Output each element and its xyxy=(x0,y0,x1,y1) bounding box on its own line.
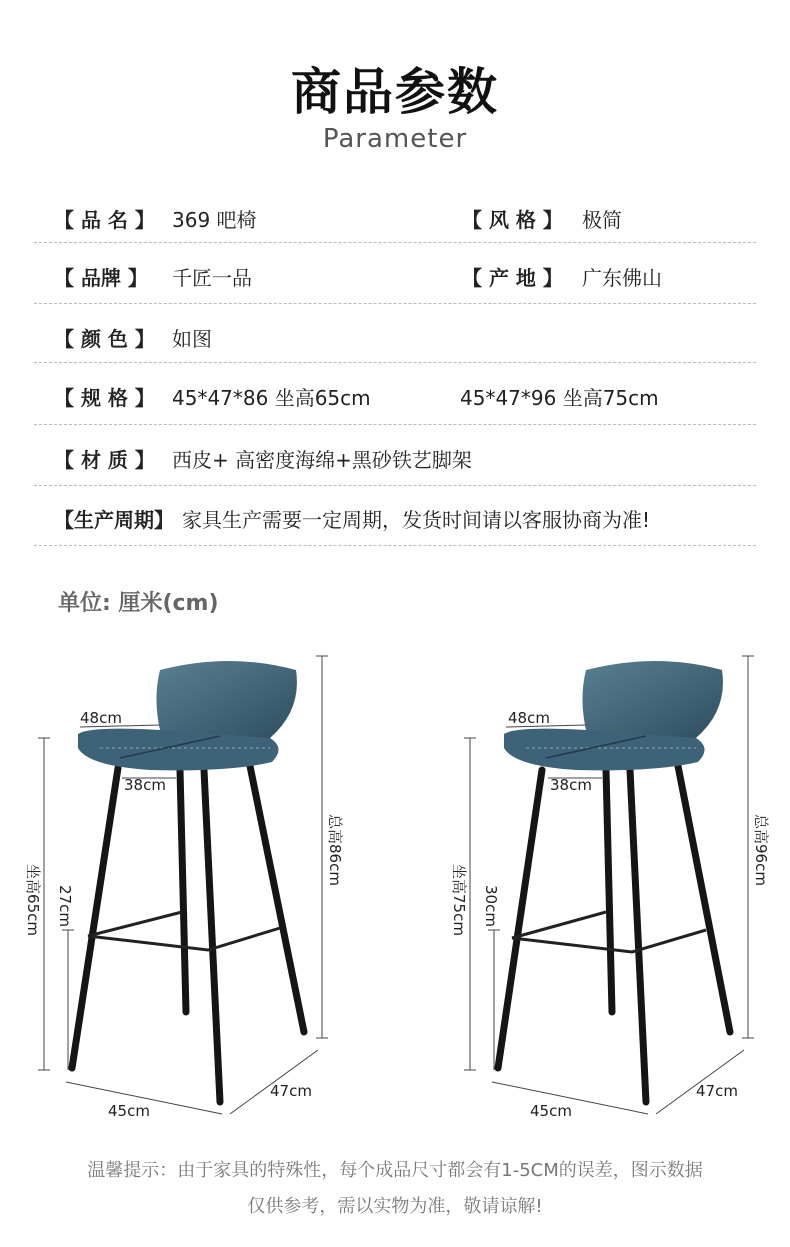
dim-top-depth: 48cm xyxy=(508,709,550,727)
page-title: 商品参数 xyxy=(291,63,499,121)
param-label: 【 颜 色 】 xyxy=(54,327,155,351)
param-value: 369 吧椅 xyxy=(172,208,257,232)
unit-label: 单位: 厘米(cm) xyxy=(58,591,219,616)
param-value: 西皮+ 高密度海绵+黑砂铁艺脚架 xyxy=(172,448,472,472)
param-row-brand xyxy=(34,242,756,304)
param-value: 45*47*86 坐高65cm xyxy=(172,386,371,410)
param-row-cycle xyxy=(34,485,756,546)
stool-65 xyxy=(24,656,344,1120)
param-label: 【 品 名 】 xyxy=(54,208,155,232)
param-value: 千匠一品 xyxy=(172,266,252,290)
dim-seat-height: 坐高75cm xyxy=(450,864,468,936)
param-row-spec xyxy=(34,362,756,425)
dim-depth: 47cm xyxy=(270,1082,312,1100)
page-subtitle: Parameter xyxy=(322,124,468,154)
param-label: 【 品牌 】 xyxy=(54,266,148,290)
dim-top-depth: 48cm xyxy=(80,709,122,727)
stool-75 xyxy=(450,656,770,1120)
param-value: 家具生产需要一定周期，发货时间请以客服协商为准! xyxy=(182,508,651,532)
param-value: 45*47*96 坐高75cm xyxy=(460,386,659,410)
param-label: 【 材 质 】 xyxy=(54,448,155,472)
stool-diagram xyxy=(0,630,790,1120)
param-value: 广东佛山 xyxy=(582,266,662,290)
param-row-name xyxy=(34,196,756,243)
param-row-color xyxy=(34,303,756,363)
param-label: 【生产周期】 xyxy=(54,508,174,532)
dim-seat-depth: 38cm xyxy=(550,776,592,794)
param-value: 极简 xyxy=(582,208,622,232)
param-label: 【 产 地 】 xyxy=(462,266,563,290)
param-value: 如图 xyxy=(172,327,212,351)
param-label: 【 规 格 】 xyxy=(54,386,155,410)
dim-footrest-height: 30cm xyxy=(482,885,500,927)
dim-total-height: 总高96cm xyxy=(752,814,770,886)
notice-line-1: 温馨提示：由于家具的特殊性，每个成品尺寸都会有1-5CM的误差，图示数据 xyxy=(87,1160,703,1181)
dim-depth: 47cm xyxy=(696,1082,738,1100)
param-row-material xyxy=(34,424,756,486)
stool-legs xyxy=(72,766,304,1102)
param-label: 【 风 格 】 xyxy=(462,208,563,232)
dim-footrest-height: 27cm xyxy=(56,885,74,927)
dim-width: 45cm xyxy=(108,1102,150,1120)
notice-line-2: 仅供参考，需以实物为准，敬请谅解! xyxy=(247,1196,543,1217)
dim-seat-depth: 38cm xyxy=(124,776,166,794)
dim-width: 45cm xyxy=(530,1102,572,1120)
dim-total-height: 总高86cm xyxy=(326,814,344,886)
dim-seat-height: 坐高65cm xyxy=(24,864,42,936)
